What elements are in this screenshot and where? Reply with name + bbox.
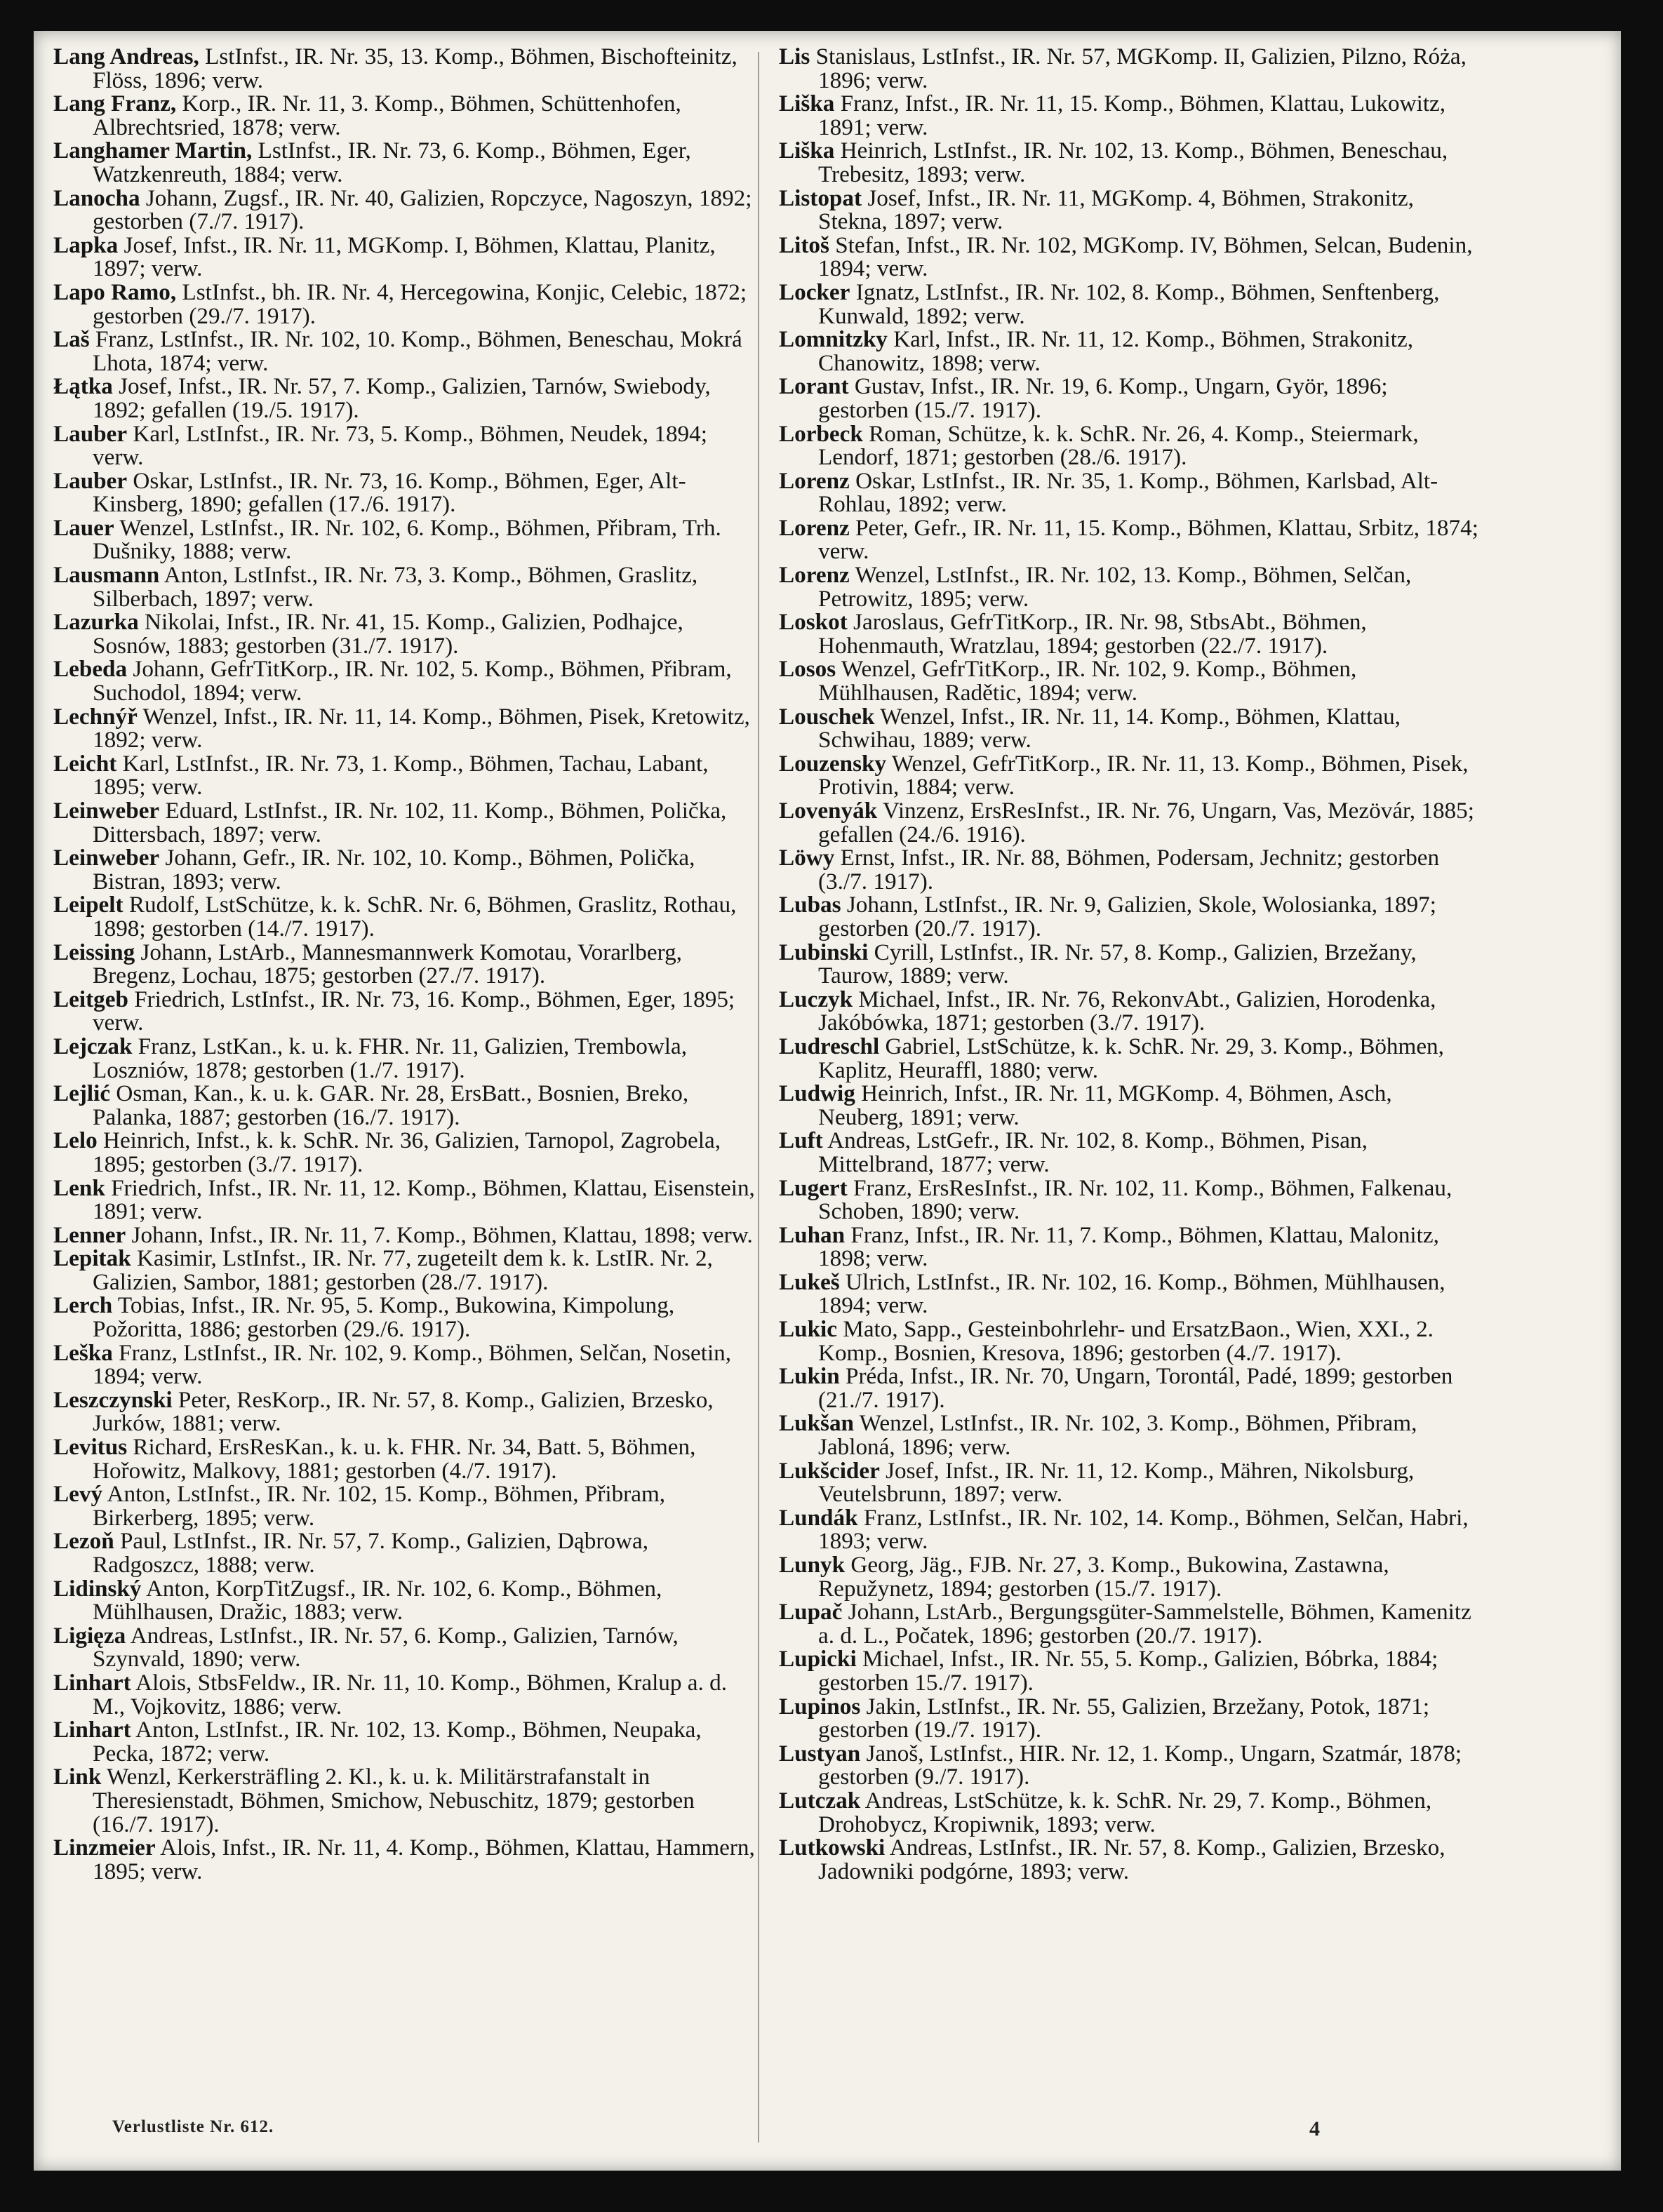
- entry-details: Ernst, Infst., IR. Nr. 88, Böhmen, Podersam, Jechnitz; gestorben (3./7. 1917).: [818, 845, 1440, 894]
- list-entry: [779, 422, 1481, 469]
- entry-name: Leinweber: [53, 845, 160, 871]
- entry-details: Josef, Infst., IR. Nr. 57, 7. Komp., Galizien, Tarnów, Swiebody, 1892; gefallen (19./5. 1917).: [93, 373, 711, 423]
- column-divider: [758, 52, 759, 2143]
- entry-name: Lukin: [779, 1363, 840, 1390]
- entry-details: Franz, LstInfst., IR. Nr. 102, 10. Komp., Böhmen, Beneschau, Mokrá Lhota, 1874; verw.: [93, 326, 742, 376]
- entry-details: Heinrich, Infst., k. k. SchR. Nr. 36, Galizien, Tarnopol, Zagrobela, 1895; gestorben (3./7. 1917).: [93, 1127, 721, 1177]
- entry-name: Lorenz: [779, 467, 850, 494]
- entry-details: Anton, LstInfst., IR. Nr. 73, 3. Komp., Böhmen, Graslitz, Silberbach, 1897; verw.: [93, 562, 698, 612]
- entry-details: Franz, LstInfst., IR. Nr. 102, 9. Komp., Böhmen, Selčan, Nosetin, 1894; verw.: [93, 1339, 732, 1390]
- list-entry: [779, 45, 1481, 92]
- list-entry: [53, 328, 755, 375]
- list-entry: [779, 1836, 1481, 1883]
- entry-name: Langhamer Martin,: [53, 138, 253, 164]
- list-entry: [779, 610, 1481, 657]
- list-entry: [779, 1365, 1481, 1412]
- entry-details: Karl, LstInfst., IR. Nr. 73, 5. Komp., Böhmen, Neudek, 1894; verw.: [93, 420, 707, 471]
- list-entry: [779, 1318, 1481, 1365]
- list-entry: [53, 893, 755, 940]
- entry-details: LstInfst., IR. Nr. 73, 6. Komp., Böhmen, Eger, Watzkenreuth, 1884; verw.: [93, 138, 691, 187]
- list-entry: [779, 941, 1481, 988]
- entry-details: Nikolai, Infst., IR. Nr. 41, 15. Komp., Galizien, Podhajce, Sosnów, 1883; gestorben (31./7. 1917).: [93, 609, 683, 659]
- list-entry: [53, 1082, 755, 1129]
- entry-name: Lorant: [779, 373, 849, 400]
- entry-details: Josef, Infst., IR. Nr. 11, MGKomp. 4, Böhmen, Strakonitz, Stekna, 1897; verw.: [818, 185, 1414, 235]
- entry-details: Cyrill, LstInfst., IR. Nr. 57, 8. Komp., Galizien, Brzežany, Taurow, 1889; verw.: [818, 939, 1417, 989]
- entry-name: Lerch: [53, 1292, 113, 1319]
- entry-name: Lukeš: [779, 1268, 840, 1295]
- entry-name: Lauber: [53, 467, 128, 494]
- left-column: [53, 45, 755, 1883]
- list-entry: [779, 1506, 1481, 1553]
- entry-name: Leszczynski: [53, 1386, 173, 1413]
- entry-details: LstInfst., IR. Nr. 35, 13. Komp., Böhmen, Bischofteinitz, Flöss, 1896; verw.: [93, 43, 737, 93]
- entry-details: Johann, LstInfst., IR. Nr. 9, Galizien, Skole, Wolosianka, 1897; gestorben (20./7. 1917).: [818, 892, 1436, 941]
- entry-details: Osman, Kan., k. u. k. GAR. Nr. 28, ErsBatt., Bosnien, Breko, Palanka, 1887; gestorben (16./7. 1917).: [93, 1080, 689, 1130]
- entry-name: Lang Andreas,: [53, 43, 199, 69]
- entry-details: Janoš, LstInfst., HIR. Nr. 12, 1. Komp., Ungarn, Szatmár, 1878; gestorben (9./7. 1917).: [818, 1740, 1462, 1790]
- list-entry: [779, 846, 1481, 893]
- entry-details: Johann, GefrTitKorp., IR. Nr. 102, 5. Komp., Böhmen, Přibram, Suchodol, 1894; verw.: [93, 656, 732, 706]
- list-entry: [53, 1294, 755, 1341]
- entry-name: Link: [53, 1764, 102, 1790]
- list-entry: [779, 1412, 1481, 1459]
- entry-details: Peter, ResKorp., IR. Nr. 57, 8. Komp., Galizien, Brzesko, Jurków, 1881; verw.: [93, 1386, 714, 1437]
- list-entry: [779, 988, 1481, 1035]
- list-entry: [53, 469, 755, 516]
- list-entry: [779, 893, 1481, 940]
- list-entry: [779, 92, 1481, 139]
- entry-details: Anton, LstInfst., IR. Nr. 102, 13. Komp., Böhmen, Neupaka, Pecka, 1872; verw.: [93, 1717, 702, 1767]
- entry-name: Lorbeck: [779, 420, 863, 447]
- list-entry: [53, 1624, 755, 1671]
- entry-name: Lepitak: [53, 1245, 131, 1272]
- list-entry: [53, 1221, 755, 1248]
- footer-signature: Verlustliste Nr. 612.: [112, 2117, 274, 2136]
- entry-name: Lukšcider: [779, 1457, 880, 1484]
- entry-name: Levitus: [53, 1434, 128, 1461]
- entry-name: Lis: [779, 43, 810, 69]
- entry-name: Liška: [779, 91, 835, 117]
- entry-details: Friedrich, Infst., IR. Nr. 11, 12. Komp., Böhmen, Klattau, Eisenstein, 1891; verw.: [93, 1174, 755, 1225]
- document-page: [34, 31, 1621, 2171]
- list-entry: [53, 657, 755, 704]
- entry-details: Karl, Infst., IR. Nr. 11, 12. Komp., Böhmen, Strakonitz, Chanowitz, 1898; verw.: [818, 326, 1413, 376]
- list-entry: [53, 752, 755, 799]
- list-entry: [779, 1221, 1481, 1272]
- entry-details: Kasimir, LstInfst., IR. Nr. 77, zugeteilt dem k. k. LstIR. Nr. 2, Galizien, Sambor, 1881; gestorben (28./7. 1917).: [93, 1245, 713, 1295]
- list-entry: [779, 1553, 1481, 1600]
- entry-name: Losos: [779, 656, 836, 683]
- list-entry: [53, 1836, 755, 1883]
- list-entry: [779, 1129, 1481, 1176]
- entry-name: Louschek: [779, 703, 875, 730]
- entry-details: Stanislaus, LstInfst., IR. Nr. 57, MGKomp. II, Galizien, Pilzno, Róża, 1896; verw.: [815, 43, 1467, 93]
- list-entry: [779, 1742, 1481, 1789]
- list-entry: [779, 705, 1481, 752]
- right-column: [779, 45, 1481, 1883]
- entry-name: Ludwig: [779, 1080, 855, 1107]
- list-entry: [779, 1695, 1481, 1742]
- entry-name: Leška: [53, 1339, 113, 1366]
- entry-name: Luhan: [779, 1221, 846, 1248]
- entry-details: Johann, Infst., IR. Nr. 11, 7. Komp., Böhmen, Klattau, 1898; verw.: [131, 1221, 753, 1248]
- entry-name: Lutkowski: [779, 1835, 886, 1861]
- entry-name: Ludreschl: [779, 1033, 880, 1059]
- entry-name: Lubinski: [779, 939, 869, 965]
- entry-details: Johann, Zugsf., IR. Nr. 40, Galizien, Ropczyce, Nagoszyn, 1892; gestorben (7./7. 1917).: [93, 185, 752, 235]
- list-entry: [779, 799, 1481, 846]
- list-entry: [53, 139, 755, 186]
- entry-name: Lebeda: [53, 656, 128, 683]
- entry-details: Alois, Infst., IR. Nr. 11, 4. Komp., Böhmen, Klattau, Hammern, 1895; verw.: [93, 1835, 755, 1884]
- entry-name: Lupinos: [779, 1693, 861, 1720]
- entry-details: Tobias, Infst., IR. Nr. 95, 5. Komp., Bukowina, Kimpolung, Požoritta, 1886; gestorben (29./6. 1917).: [93, 1292, 675, 1343]
- entry-details: Josef, Infst., IR. Nr. 11, 12. Komp., Mähren, Nikolsburg, Veutelsbrunn, 1897; verw.: [818, 1457, 1415, 1508]
- list-entry: [53, 988, 755, 1035]
- list-entry: [53, 705, 755, 752]
- entry-name: Lezoň: [53, 1528, 114, 1555]
- entry-details: Wenzel, LstInfst., IR. Nr. 102, 6. Komp., Böhmen, Přibram, Trh. Dušniky, 1888; verw.: [93, 514, 721, 565]
- entry-details: Wenzel, Infst., IR. Nr. 11, 14. Komp., Böhmen, Klattau, Schwihau, 1889; verw.: [818, 703, 1401, 753]
- list-entry: [53, 516, 755, 563]
- list-entry: [53, 1765, 755, 1836]
- entry-name: Linhart: [53, 1669, 131, 1696]
- entry-name: Lupač: [779, 1599, 843, 1626]
- entry-name: Lenk: [53, 1174, 105, 1201]
- list-entry: [779, 469, 1481, 516]
- list-entry: [779, 516, 1481, 563]
- entry-name: Louzensky: [779, 750, 887, 777]
- entry-name: Lejlić: [53, 1080, 111, 1107]
- entry-details: Eduard, LstInfst., IR. Nr. 102, 11. Komp., Böhmen, Polička, Dittersbach, 1897; verw.: [93, 798, 727, 847]
- entry-name: Lanocha: [53, 185, 140, 211]
- entry-name: Lorenz: [779, 514, 850, 541]
- entry-details: Franz, ErsResInfst., IR. Nr. 102, 11. Komp., Böhmen, Falkenau, Schoben, 1890; verw.: [818, 1174, 1452, 1225]
- entry-name: Leipelt: [53, 892, 123, 918]
- entry-details: Richard, ErsResKan., k. u. k. FHR. Nr. 34, Batt. 5, Böhmen, Hořowitz, Malkovy, 1881; gestorben (4./7. 1917).: [93, 1434, 696, 1484]
- list-entry: [779, 657, 1481, 704]
- entry-details: Paul, LstInfst., IR. Nr. 57, 7. Komp., Galizien, Dąbrowa, Radgoszcz, 1888; verw.: [93, 1528, 649, 1578]
- list-entry: [53, 234, 755, 281]
- entry-name: Linhart: [53, 1717, 131, 1743]
- entry-details: Andreas, LstGefr., IR. Nr. 102, 8. Komp., Böhmen, Pisan, Mittelbrand, 1877; verw.: [818, 1127, 1368, 1177]
- entry-details: Andreas, LstInfst., IR. Nr. 57, 6. Komp., Galizien, Tarnów, Szynvald, 1890; verw.: [93, 1622, 679, 1673]
- entry-details: Wenzl, Kerkersträfling 2. Kl., k. u. k. Militärstrafanstalt in Theresienstadt, Böhmen, Smichow, Nebuschitz, 1879; gestorben (16./7. 1917).: [93, 1764, 695, 1837]
- list-entry: [779, 281, 1481, 328]
- entry-name: Loskot: [779, 609, 848, 636]
- list-entry: [779, 1268, 1481, 1319]
- entry-details: Ignatz, LstInfst., IR. Nr. 102, 8. Komp., Böhmen, Senftenberg, Kunwald, 1892; verw.: [818, 279, 1440, 329]
- entry-details: Johann, LstArb., Mannesmannwerk Komotau, Vorarlberg, Bregenz, Lochau, 1875; gestorben (27./7. 1917).: [93, 939, 682, 989]
- list-entry: [779, 1174, 1481, 1225]
- entry-name: Linzmeier: [53, 1835, 156, 1861]
- entry-details: Gustav, Infst., IR. Nr. 19, 6. Komp., Ungarn, Györ, 1896; gestorben (15./7. 1917).: [818, 373, 1388, 423]
- list-entry: [779, 234, 1481, 281]
- list-entry: [53, 422, 755, 469]
- entry-details: Heinrich, Infst., IR. Nr. 11, MGKomp. 4, Böhmen, Asch, Neuberg, 1891; verw.: [818, 1080, 1392, 1130]
- list-entry: [779, 1600, 1481, 1647]
- list-entry: [53, 1388, 755, 1435]
- entry-name: Lazurka: [53, 609, 139, 636]
- list-entry: [53, 1718, 755, 1765]
- entry-name: Lukšan: [779, 1410, 855, 1437]
- list-entry: [779, 375, 1481, 422]
- entry-details: Wenzel, LstInfst., IR. Nr. 102, 13. Komp., Böhmen, Selčan, Petrowitz, 1895; verw.: [818, 562, 1412, 612]
- list-entry: [53, 375, 755, 422]
- entry-name: Lugert: [779, 1174, 848, 1201]
- entry-name: Lauer: [53, 514, 114, 541]
- entry-name: Luft: [779, 1127, 823, 1154]
- entry-details: Alois, StbsFeldw., IR. Nr. 11, 10. Komp., Böhmen, Kralup a. d. M., Vojkovitz, 1886; verw.: [93, 1669, 728, 1720]
- entry-details: LstInfst., bh. IR. Nr. 4, Hercegowina, Konjic, Celebic, 1872; gestorben (29./7. 1917).: [93, 279, 747, 329]
- list-entry: [779, 328, 1481, 375]
- list-entry: [53, 1482, 755, 1529]
- list-entry: [53, 846, 755, 893]
- entry-name: Lutczak: [779, 1787, 861, 1814]
- entry-name: Leinweber: [53, 798, 160, 824]
- entry-name: Lausmann: [53, 562, 160, 589]
- entry-details: Stefan, Infst., IR. Nr. 102, MGKomp. IV, Böhmen, Selcan, Budenin, 1894; verw.: [818, 232, 1473, 282]
- list-entry: [53, 941, 755, 988]
- entry-details: Korp., IR. Nr. 11, 3. Komp., Böhmen, Schüttenhofen, Albrechtsried, 1878; verw.: [93, 91, 681, 140]
- entry-name: Löwy: [779, 845, 835, 871]
- entry-name: Lukic: [779, 1316, 838, 1343]
- entry-name: Ligięza: [53, 1622, 126, 1649]
- entry-details: Gabriel, LstSchütze, k. k. SchR. Nr. 29, 3. Komp., Böhmen, Kaplitz, Heuraffl, 1880; verw.: [818, 1033, 1444, 1083]
- entry-name: Łątka: [53, 373, 113, 400]
- sheet-number: 4: [1309, 2117, 1321, 2140]
- entry-details: Anton, LstInfst., IR. Nr. 102, 15. Komp., Böhmen, Přibram, Birkerberg, 1895; verw.: [93, 1481, 666, 1531]
- list-entry: [53, 563, 755, 610]
- list-entry: [779, 1035, 1481, 1082]
- entry-details: Peter, Gefr., IR. Nr. 11, 15. Komp., Böhmen, Klattau, Srbitz, 1874; verw.: [818, 514, 1478, 565]
- entry-name: Lenner: [53, 1221, 126, 1248]
- entry-name: Lubas: [779, 892, 841, 918]
- list-entry: [779, 1459, 1481, 1506]
- list-entry: [53, 1577, 755, 1624]
- entry-name: Lustyan: [779, 1740, 861, 1767]
- list-entry: [53, 45, 755, 92]
- list-entry: [779, 139, 1481, 186]
- list-entry: [53, 1435, 755, 1482]
- entry-details: Andreas, LstSchütze, k. k. SchR. Nr. 29, 7. Komp., Böhmen, Drohobycz, Kropiwnik, 1893; verw.: [818, 1787, 1432, 1837]
- entry-name: Lorenz: [779, 562, 850, 589]
- entry-details: Michael, Infst., IR. Nr. 76, RekonvAbt., Galizien, Horodenka, Jakóbówka, 1871; gestorben (3./7. 1917).: [818, 986, 1436, 1036]
- entry-details: Franz, LstKan., k. u. k. FHR. Nr. 11, Galizien, Trembowla, Loszniów, 1878; gestorben (1./7. 1917).: [93, 1033, 688, 1083]
- list-entry: [53, 1529, 755, 1576]
- entry-name: Locker: [779, 279, 850, 305]
- entry-name: Luczyk: [779, 986, 853, 1012]
- entry-name: Lovenyák: [779, 798, 878, 824]
- entry-details: Karl, LstInfst., IR. Nr. 73, 1. Komp., Böhmen, Tachau, Labant, 1895; verw.: [93, 750, 709, 800]
- entry-name: Lundák: [779, 1504, 858, 1531]
- list-entry: [779, 1082, 1481, 1129]
- entry-name: Leitgeb: [53, 986, 128, 1012]
- list-entry: [53, 281, 755, 328]
- entry-details: Franz, Infst., IR. Nr. 11, 15. Komp., Böhmen, Klattau, Lukowitz, 1891; verw.: [818, 91, 1446, 140]
- entry-details: Wenzel, GefrTitKorp., IR. Nr. 102, 9. Komp., Böhmen, Mühlhausen, Radětic, 1894; verw.: [818, 656, 1357, 706]
- entry-details: Vinzenz, ErsResInfst., IR. Nr. 76, Ungarn, Vas, Mezövár, 1885; gefallen (24./6. 1916).: [818, 798, 1474, 847]
- entry-name: Listopat: [779, 185, 862, 211]
- entry-name: Lang Franz,: [53, 91, 177, 117]
- list-entry: [779, 752, 1481, 799]
- entry-details: Mato, Sapp., Gesteinbohrlehr- und ErsatzBaon., Wien, XXI., 2. Komp., Bosnien, Kresova, 1896; gestorben (4./7. 1917).: [818, 1316, 1434, 1366]
- entry-name: Lapo Ramo,: [53, 279, 177, 305]
- entry-details: Wenzel, Infst., IR. Nr. 11, 14. Komp., Böhmen, Pisek, Kretowitz, 1892; verw.: [93, 703, 750, 753]
- entry-details: Johann, Gefr., IR. Nr. 102, 10. Komp., Böhmen, Polička, Bistran, 1893; verw.: [93, 845, 695, 894]
- entry-details: Johann, LstArb., Bergungsgüter-Sammelstelle, Böhmen, Kamenitz a. d. L., Počatek, 1896; gestorben (20./7. 1917).: [818, 1599, 1471, 1649]
- entry-name: Lauber: [53, 420, 128, 447]
- entry-details: Andreas, LstInfst., IR. Nr. 57, 8. Komp., Galizien, Brzesko, Jadowniki podgórne, 1893; verw.: [818, 1835, 1445, 1884]
- list-entry: [779, 1647, 1481, 1694]
- entry-details: Michael, Infst., IR. Nr. 55, 5. Komp., Galizien, Bóbrka, 1884; gestorben 15./7. 1917).: [818, 1646, 1438, 1696]
- entry-name: Lejczak: [53, 1033, 133, 1059]
- entry-details: Georg, Jäg., FJB. Nr. 27, 3. Komp., Bukowina, Zastawna, Repužynetz, 1894; gestorben (15./7. 1917).: [818, 1552, 1389, 1602]
- entry-details: Préda, Infst., IR. Nr. 70, Ungarn, Torontál, Padé, 1899; gestorben (21./7. 1917).: [818, 1363, 1453, 1413]
- entry-name: Lechnýř: [53, 703, 138, 730]
- entry-details: Heinrich, LstInfst., IR. Nr. 102, 13. Komp., Böhmen, Beneschau, Trebesitz, 1893; verw.: [818, 138, 1448, 187]
- list-entry: [779, 187, 1481, 234]
- entry-name: Lidinský: [53, 1575, 142, 1602]
- entry-details: Rudolf, LstSchütze, k. k. SchR. Nr. 6, Böhmen, Graslitz, Rothau, 1898; gestorben (14./7. 1917).: [93, 892, 737, 941]
- list-entry: [53, 1129, 755, 1176]
- list-entry: [53, 187, 755, 234]
- list-entry: [53, 1035, 755, 1082]
- entry-details: Josef, Infst., IR. Nr. 11, MGKomp. I, Böhmen, Klattau, Planitz, 1897; verw.: [93, 232, 716, 282]
- entry-details: Franz, LstInfst., IR. Nr. 102, 14. Komp., Böhmen, Selčan, Habri, 1893; verw.: [818, 1504, 1469, 1555]
- entry-name: Lunyk: [779, 1552, 846, 1578]
- entry-details: Anton, KorpTitZugsf., IR. Nr. 102, 6. Komp., Böhmen, Mühlhausen, Dražic, 1883; verw.: [93, 1575, 662, 1626]
- entry-details: Roman, Schütze, k. k. SchR. Nr. 26, 4. Komp., Steiermark, Lendorf, 1871; gestorben (28./6. 1917).: [818, 420, 1419, 471]
- list-entry: [779, 563, 1481, 610]
- entry-name: Leicht: [53, 750, 117, 777]
- entry-name: Lapka: [53, 232, 119, 258]
- entry-details: Franz, Infst., IR. Nr. 11, 7. Komp., Böhmen, Klattau, Malonitz, 1898; verw.: [818, 1221, 1439, 1272]
- list-entry: [53, 92, 755, 139]
- entry-details: Jakin, LstInfst., IR. Nr. 55, Galizien, Brzežany, Potok, 1871; gestorben (19./7. 1917).: [818, 1693, 1430, 1743]
- list-entry: [53, 1671, 755, 1718]
- entry-details: Oskar, LstInfst., IR. Nr. 73, 16. Komp., Böhmen, Eger, Alt-Kinsberg, 1890; gefallen (17./6. 1917).: [93, 467, 686, 518]
- entry-details: Friedrich, LstInfst., IR. Nr. 73, 16. Komp., Böhmen, Eger, 1895; verw.: [93, 986, 735, 1036]
- list-entry: [779, 1789, 1481, 1836]
- entry-name: Lomnitzky: [779, 326, 888, 353]
- entry-details: Wenzel, GefrTitKorp., IR. Nr. 11, 13. Komp., Böhmen, Pisek, Protivin, 1884; verw.: [818, 750, 1469, 800]
- list-entry: [53, 1247, 755, 1294]
- list-entry: [53, 1341, 755, 1388]
- list-entry: [53, 799, 755, 846]
- list-entry: [53, 1174, 755, 1225]
- entry-name: Leissing: [53, 939, 135, 965]
- entry-name: Lelo: [53, 1127, 98, 1154]
- entry-name: Litoš: [779, 232, 829, 258]
- entry-details: Jaroslaus, GefrTitKorp., IR. Nr. 98, StbsAbt., Böhmen, Hohenmauth, Wratzlau, 1894; gestorben (22./7. 1917).: [818, 609, 1367, 659]
- entry-details: Wenzel, LstInfst., IR. Nr. 102, 3. Komp., Böhmen, Přibram, Jabloná, 1896; verw.: [818, 1410, 1417, 1461]
- entry-name: Lupicki: [779, 1646, 857, 1673]
- entry-details: Oskar, LstInfst., IR. Nr. 35, 1. Komp., Böhmen, Karlsbad, Alt-Rohlau, 1892; verw.: [818, 467, 1438, 518]
- list-entry: [53, 610, 755, 657]
- entry-details: Ulrich, LstInfst., IR. Nr. 102, 16. Komp., Böhmen, Mühlhausen, 1894; verw.: [818, 1268, 1445, 1319]
- entry-name: Laš: [53, 326, 90, 353]
- entry-name: Liška: [779, 138, 835, 164]
- entry-name: Levý: [53, 1481, 103, 1508]
